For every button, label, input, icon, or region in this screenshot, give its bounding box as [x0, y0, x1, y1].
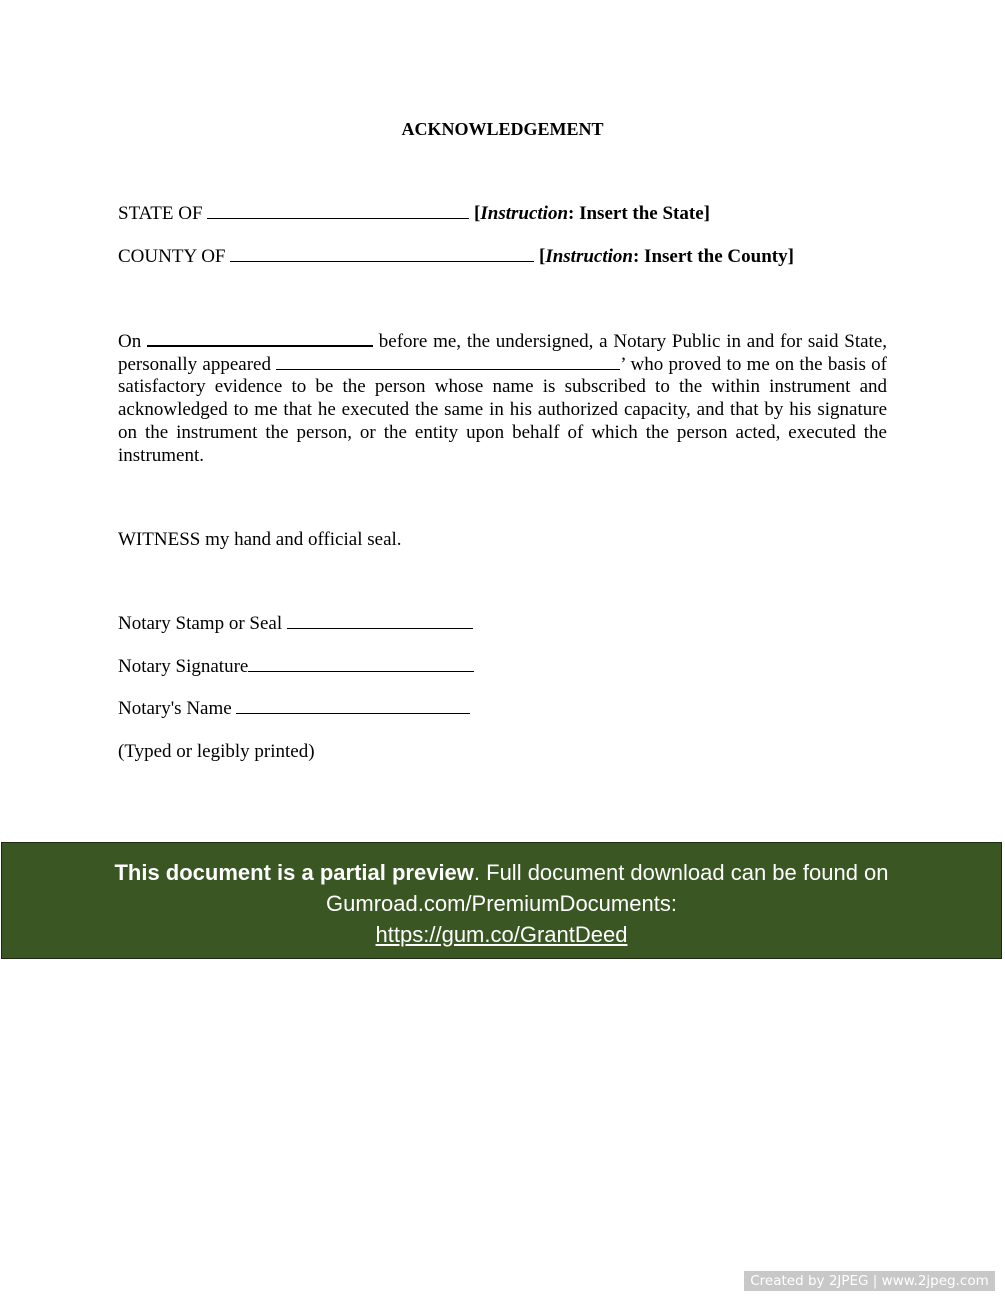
signature-label: Notary Signature — [118, 656, 249, 677]
acknowledgement-paragraph — [118, 330, 887, 467]
download-link[interactable]: https://gum.co/GrantDeed — [375, 922, 628, 947]
para-on: On — [118, 331, 142, 352]
notary-signature-line — [118, 656, 474, 678]
state-label: STATE OF — [118, 203, 203, 224]
bracket: [ — [474, 203, 481, 224]
witness-text: WITNESS my hand and official seal. — [118, 529, 402, 550]
banner-line2: Gumroad.com/PremiumDocuments: — [326, 891, 677, 916]
stamp-label: Notary Stamp or Seal — [118, 613, 283, 634]
bracket: [ — [539, 246, 546, 267]
typed-note: (Typed or legibly printed) — [118, 741, 315, 762]
state-blank[interactable] — [207, 203, 469, 219]
stamp-blank[interactable] — [287, 613, 473, 629]
name-label: Notary's Name — [118, 698, 232, 719]
preview-banner — [1, 842, 1002, 959]
county-line — [118, 246, 794, 268]
signature-blank[interactable] — [248, 656, 474, 672]
county-blank[interactable] — [230, 246, 534, 262]
state-instruction: : Insert the State] — [568, 203, 710, 224]
county-instruction: : Insert the County] — [632, 246, 794, 267]
banner-bold-text: This document is a partial preview — [114, 860, 474, 885]
watermark: Created by 2JPEG | www.2jpeg.com — [744, 1271, 995, 1291]
name-blank[interactable] — [236, 698, 470, 714]
para-part1: before me, the undersigned, a Notary Public in and for said State, personally appeared — [118, 331, 888, 375]
para-part2: ’ who proved to me on the basis of satisfactory evidence to be the person whose name is subscribed to the within instrument and acknowledged to me that he executed the same in his authorized capacity, and that by his signature on the instrument the person, or the entity upon behalf of which the person acted, executed the instrument. — [118, 353, 888, 466]
notary-stamp-line — [118, 613, 473, 635]
state-line — [118, 203, 710, 225]
document-title: ACKNOWLEDGEMENT — [401, 119, 604, 139]
date-blank[interactable] — [147, 330, 373, 347]
notary-name-line — [118, 698, 470, 720]
instruction-word: Instruction — [545, 246, 633, 267]
banner-text: . Full document download can be found on — [473, 860, 889, 885]
instruction-word: Instruction — [480, 203, 569, 224]
appeared-name-blank[interactable] — [276, 354, 620, 370]
county-label: COUNTY OF — [118, 246, 226, 267]
